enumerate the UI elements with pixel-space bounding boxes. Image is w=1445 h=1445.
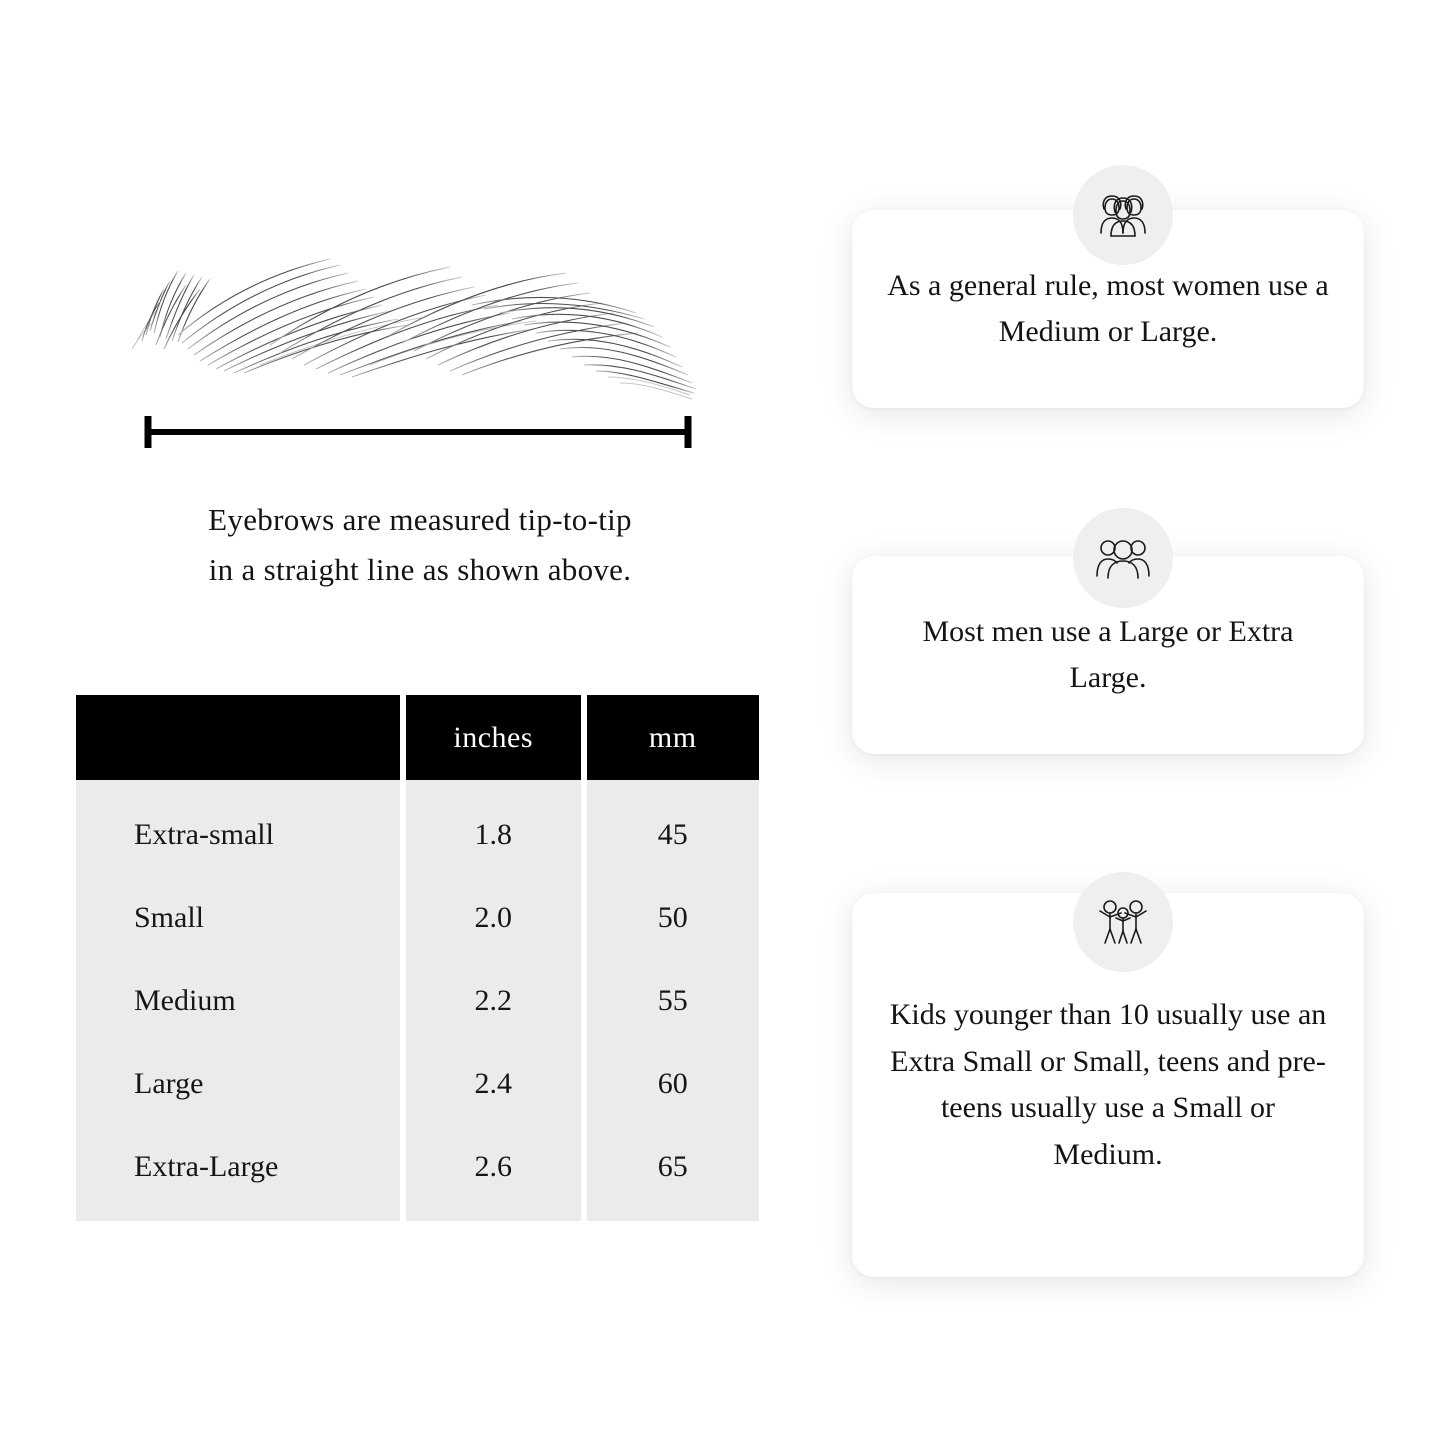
cell-inches: 2.2 [406,959,581,1042]
table-row [76,959,759,1042]
cell-mm: 55 [587,959,759,1042]
size-chart-table [70,695,765,1221]
cell-mm: 60 [587,1042,759,1125]
women-group-icon [1073,165,1173,265]
caption-line-2: in a straight line as shown above. [208,552,632,588]
header-inches: inches [406,695,581,780]
cell-size: Extra-small [76,780,400,876]
caption-line-1: Eyebrows are measured tip-to-tip [208,502,632,537]
cell-size: Extra-Large [76,1125,400,1221]
table-header-row [76,695,759,780]
cell-size: Small [76,876,400,959]
kids-group-icon [1073,872,1173,972]
eyebrow-illustration [120,215,720,400]
cell-inches: 2.4 [406,1042,581,1125]
cell-size: Large [76,1042,400,1125]
cell-mm: 65 [587,1125,759,1221]
table-row [76,1125,759,1221]
cell-mm: 50 [587,876,759,959]
cell-inches: 1.8 [406,780,581,876]
cell-size: Medium [76,959,400,1042]
men-group-icon [1073,508,1173,608]
cell-inches: 2.0 [406,876,581,959]
table-row [76,1042,759,1125]
measure-bar [143,412,693,452]
header-mm: mm [587,695,759,780]
note-card-women-text: As a general rule, most women use a Medium or Large. [887,268,1329,348]
cell-inches: 2.6 [406,1125,581,1221]
note-card-men-text: Most men use a Large or Extra Large. [922,614,1294,694]
table-row [76,876,759,959]
cell-mm: 45 [587,780,759,876]
table-row [76,780,759,876]
measurement-caption [70,495,770,595]
header-size [76,695,400,780]
right-column [800,0,1445,1445]
note-card-kids-text: Kids younger than 10 usually use an Extra Small or Small, teens and pre-teens usually use a Small or Medium. [889,998,1327,1171]
